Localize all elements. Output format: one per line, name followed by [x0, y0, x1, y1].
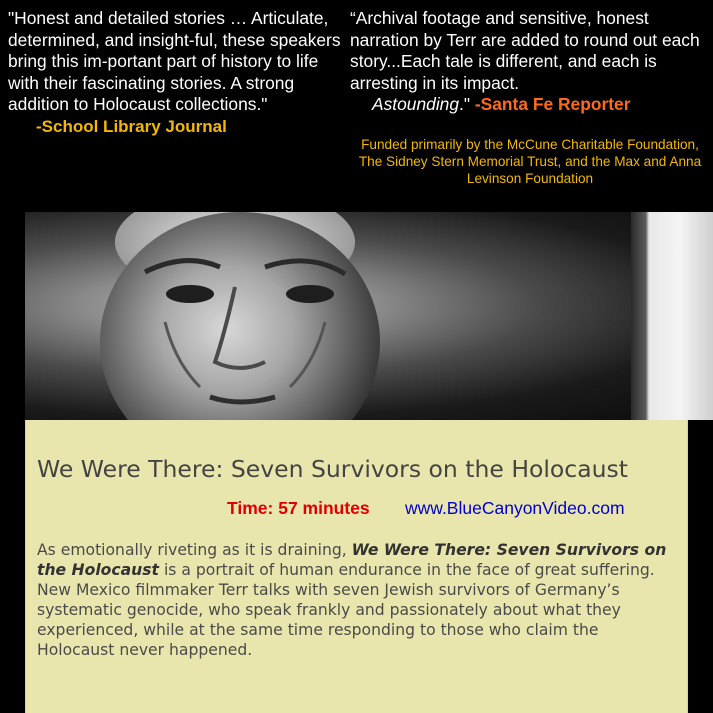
quote-left-attribution: -School Library Journal: [36, 116, 227, 136]
santa-fe-reporter-quote: [350, 8, 710, 116]
quote-right-last-line: [350, 94, 710, 116]
article-body: [37, 540, 677, 660]
quote-right-attribution: -Santa Fe Reporter: [474, 94, 631, 114]
website-link[interactable]: www.BlueCanyonVideo.com: [405, 498, 625, 518]
article-body-rest: is a portrait of human endurance in the face of great suffering. New Mexico filmmaker Terr talks with seven Jewish survivors of Germany’s systematic genocide, who speak frankly and passionately about what they experienced, while at the same time responding to those who claim the Holocaust never happened.: [37, 561, 655, 659]
quote-left-text: "Honest and detailed stories … Articulate, determined, and insight-ful, these speakers bring this im-portant part of history to life with their fascinating stories. A strong addition to Holocaust collections.": [8, 8, 341, 114]
school-library-journal-quote: [8, 8, 344, 137]
funding-credits: Funded primarily by the McCune Charitable Foundation, The Sidney Stern Memorial Trust, and the Max and Anna Levinson Foundation: [358, 137, 702, 186]
quote-right-emphasis: Astounding: [372, 94, 460, 114]
article-body-film-title: We Were There: Seven Survivors on the Holocaust: [37, 541, 667, 579]
review-article-panel: [25, 420, 688, 713]
article-body-intro: As emotionally riveting as it is draining,: [37, 541, 352, 559]
runtime-label: Time: 57 minutes: [227, 498, 370, 518]
article-title: We Were There: Seven Survivors on the Holocaust: [37, 455, 628, 483]
right-black-margin: [688, 420, 713, 713]
quote-right-text: “Archival footage and sensitive, honest narration by Terr are added to round out each story...Each tale is different, and each is arresting in its impact.: [350, 8, 700, 93]
survivor-face-illustration: [25, 212, 713, 420]
quote-right-closing: .": [459, 94, 475, 114]
survivor-portrait-photo: [25, 212, 713, 420]
